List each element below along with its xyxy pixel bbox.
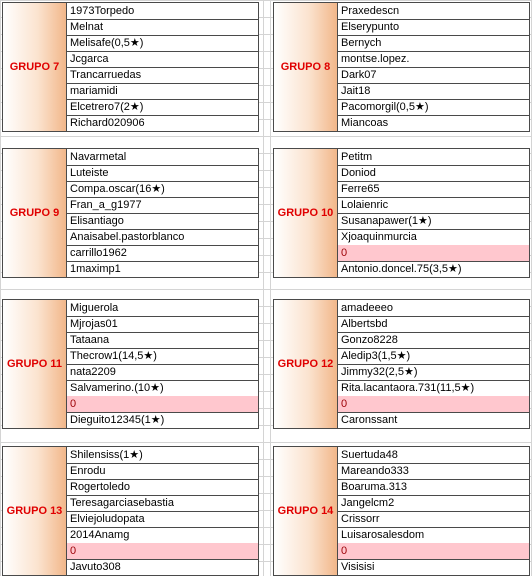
player-cell[interactable]: Boaruma.313 xyxy=(338,479,529,496)
group-label-cell[interactable] xyxy=(274,300,338,428)
player-cell[interactable]: Lolaienric xyxy=(338,197,529,214)
player-cell[interactable]: Trancarruedas xyxy=(67,67,258,84)
player-cell[interactable]: Compa.oscar(16★) xyxy=(67,181,258,198)
player-cell[interactable]: Elserypunto xyxy=(338,19,529,36)
gridline xyxy=(0,0,1,576)
player-cell[interactable]: Gonzo8228 xyxy=(338,332,529,349)
player-cell[interactable]: Tataana xyxy=(67,332,258,349)
empty-player-cell[interactable]: 0 xyxy=(67,543,258,560)
gridline xyxy=(270,0,271,576)
group-label: GRUPO 14 xyxy=(277,505,334,517)
player-cell[interactable]: amadeeeo xyxy=(338,300,529,317)
player-cell[interactable]: Petitm xyxy=(338,149,529,166)
gridline xyxy=(0,0,532,1)
player-cell[interactable]: 2014Anamg xyxy=(67,527,258,544)
player-cell[interactable]: Pacomorgil(0,5★) xyxy=(338,99,529,116)
player-cell[interactable]: Bernych xyxy=(338,35,529,52)
group-label: GRUPO 7 xyxy=(9,61,60,73)
player-list xyxy=(338,300,529,428)
player-cell[interactable]: carrillo1962 xyxy=(67,245,258,262)
group-block xyxy=(2,299,259,429)
player-cell[interactable]: Dark07 xyxy=(338,67,529,84)
player-cell[interactable]: Xjoaquinmurcia xyxy=(338,229,529,246)
player-cell[interactable]: Suertuda48 xyxy=(338,447,529,464)
group-label-cell[interactable] xyxy=(274,3,338,131)
group-label: GRUPO 8 xyxy=(280,61,331,73)
group-block xyxy=(273,148,530,278)
player-cell[interactable]: Enrodu xyxy=(67,463,258,480)
group-label-cell[interactable] xyxy=(3,447,67,575)
player-cell[interactable]: Melnat xyxy=(67,19,258,36)
empty-player-cell[interactable]: 0 xyxy=(338,396,529,413)
player-cell[interactable]: Mareando333 xyxy=(338,463,529,480)
player-cell[interactable]: Visisisi xyxy=(341,561,375,573)
empty-player-cell[interactable]: 0 xyxy=(338,245,529,262)
group-label-cell[interactable] xyxy=(3,149,67,277)
player-cell[interactable]: Aledip3(1,5★) xyxy=(338,348,529,365)
player-cell[interactable]: Salvamerino.(10★) xyxy=(67,380,258,397)
player-cell[interactable]: Rita.lacantaora.731(11,5★) xyxy=(338,380,529,397)
player-cell[interactable]: Teresagarciasebastia xyxy=(67,495,258,512)
player-cell[interactable]: 1973Torpedo xyxy=(67,3,258,20)
player-cell[interactable]: Luteiste xyxy=(67,165,258,182)
player-cell[interactable]: Miancoas xyxy=(341,117,389,129)
player-cell[interactable]: Jait18 xyxy=(338,83,529,100)
player-cell[interactable]: Elcetrero7(2★) xyxy=(67,99,258,116)
group-label: GRUPO 12 xyxy=(277,358,334,370)
player-cell[interactable]: Miguerola xyxy=(67,300,258,317)
player-cell[interactable]: Antonio.doncel.75(3,5★) xyxy=(341,263,462,275)
player-cell[interactable]: Javuto308 xyxy=(70,561,121,573)
player-list xyxy=(338,3,529,131)
player-cell[interactable]: Dieguito12345(1★) xyxy=(70,414,165,426)
player-cell[interactable]: Ferre65 xyxy=(338,181,529,198)
player-cell[interactable]: Susanapawer(1★) xyxy=(338,213,529,230)
group-label: GRUPO 11 xyxy=(6,358,63,370)
gridline xyxy=(0,136,532,137)
player-cell[interactable]: Jangelcm2 xyxy=(338,495,529,512)
player-cell[interactable]: Thecrow1(14,5★) xyxy=(67,348,258,365)
player-cell[interactable]: Navarmetal xyxy=(67,149,258,166)
player-cell[interactable]: Elisantiago xyxy=(67,213,258,230)
player-cell[interactable]: Rogertoledo xyxy=(67,479,258,496)
group-label-cell[interactable] xyxy=(274,447,338,575)
player-cell[interactable]: Luisarosalesdom xyxy=(338,527,529,544)
player-list xyxy=(67,3,258,131)
player-cell[interactable]: nata2209 xyxy=(67,364,258,381)
player-list xyxy=(338,149,529,277)
player-cell[interactable]: Jcgarca xyxy=(67,51,258,68)
player-cell[interactable]: Doniod xyxy=(338,165,529,182)
empty-player-cell[interactable]: 0 xyxy=(338,543,529,560)
group-label-cell[interactable] xyxy=(3,300,67,428)
group-block xyxy=(273,2,530,132)
gridline xyxy=(263,0,264,576)
player-list xyxy=(338,447,529,575)
player-cell[interactable]: Crissorr xyxy=(338,511,529,528)
player-cell[interactable]: 1maximp1 xyxy=(70,263,121,275)
player-cell[interactable]: Elviejoludopata xyxy=(67,511,258,528)
player-cell[interactable]: Fran_a_g1977 xyxy=(67,197,258,214)
player-list xyxy=(67,447,258,575)
gridline xyxy=(0,289,532,290)
group-label: GRUPO 9 xyxy=(9,207,60,219)
gridline xyxy=(0,442,532,443)
player-cell[interactable]: Praxedescn xyxy=(338,3,529,20)
player-cell[interactable]: Anaisabel.pastorblanco xyxy=(67,229,258,246)
player-cell[interactable]: Shilensiss(1★) xyxy=(67,447,258,464)
group-label-cell[interactable] xyxy=(274,149,338,277)
group-label: GRUPO 13 xyxy=(6,505,63,517)
group-block xyxy=(2,446,259,576)
group-block xyxy=(273,446,530,576)
player-list xyxy=(67,149,258,277)
group-label-cell[interactable] xyxy=(3,3,67,131)
group-block xyxy=(273,299,530,429)
player-cell[interactable]: Melisafe(0,5★) xyxy=(67,35,258,52)
group-label: GRUPO 10 xyxy=(277,207,334,219)
player-cell[interactable]: mariamidi xyxy=(67,83,258,100)
player-cell[interactable]: Caronssant xyxy=(341,414,398,426)
player-cell[interactable]: Richard020906 xyxy=(70,117,145,129)
player-list xyxy=(67,300,258,428)
player-cell[interactable]: Albertsbd xyxy=(338,316,529,333)
player-cell[interactable]: Jimmy32(2,5★) xyxy=(338,364,529,381)
group-block xyxy=(2,2,259,132)
player-cell[interactable]: montse.lopez. xyxy=(338,51,529,68)
empty-player-cell[interactable]: 0 xyxy=(67,396,258,413)
player-cell[interactable]: Mjrojas01 xyxy=(67,316,258,333)
group-block xyxy=(2,148,259,278)
